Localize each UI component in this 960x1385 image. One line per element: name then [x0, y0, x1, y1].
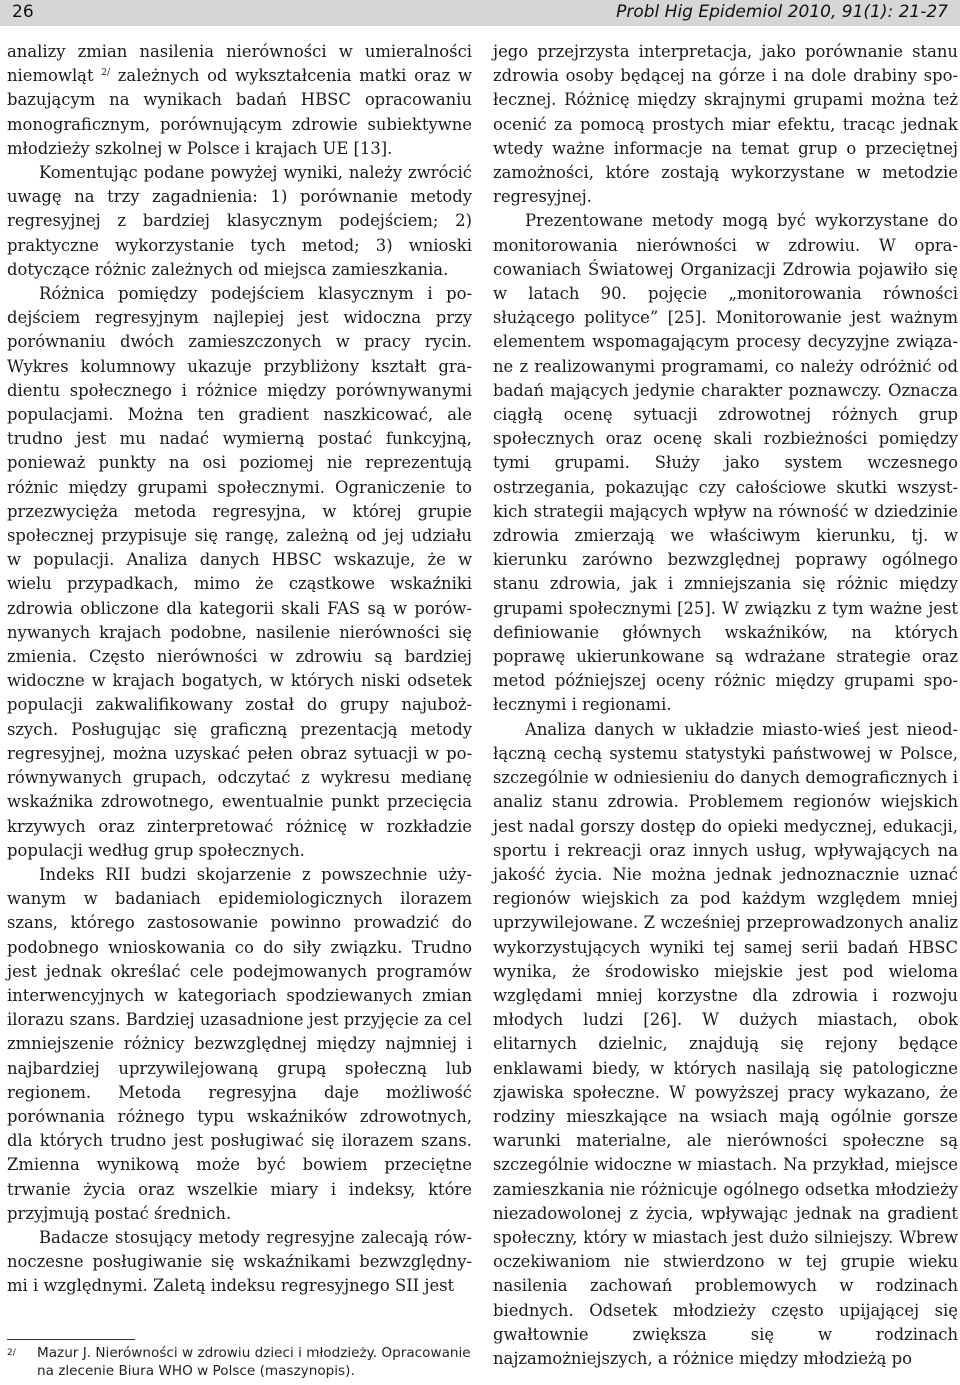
paragraph-text: zależnych od wykształcenia matki oraz w bazującym na wynikach badań HBSC opracowaniu monograficznym, porównującym zdrowie subiektywne młodzieży szkolnej w Polsce i krajach UE [13].: [7, 66, 472, 158]
paragraph: Indeks RII budzi skojarzenie z powszechnie używanym w badaniach epidemiologicznych ilorazem szans, którego zastosowanie powinno prowadzić do podobnego wnioskowania co do siły związku. Trudno jest jednak określać cele podejmowanych programów interwencyjnych w kategoriach spodziewanych zmian ilorazu szans. Bardziej uzasadnione jest przyjęcie za cel zmniejszenie różnicy bezwzględnej między najmniej i najbardziej uprzywilejowaną grupą społeczną lub regionem. Metoda regresyjna daje możliwość porównania różnego typu wskaźników zdrowotnych, dla których trudno jest posługiwać się ilorazem szans. Zmienna wynikową może być bowiem przeciętne trwanie życia oraz wszelkie miary i indeksy, które przyjmują postać średnich.: [7, 864, 472, 1223]
footnote-divider: [7, 1339, 135, 1340]
paragraph-continuation: [7, 40, 472, 161]
right-column: [493, 40, 958, 1371]
paragraph: Komentując podane powyżej wyniki, należy zwrócić uwagę na trzy zagadnienia: 1) porównanie metody regresyjnej z bardziej klasycznym podejściem; 2) praktyczne wykorzystanie tych metod; 3) wnioski dotyczące różnic zależnych od miejsca zamieszkania.: [7, 163, 472, 279]
footnote-marker: 2/: [7, 1348, 16, 1358]
footnote-text: Mazur J. Nierówności w zdrowiu dzieci i młodzieży. Opracowanie na zlecenie Biura WHO w Polsce (maszynopis).: [37, 1345, 471, 1379]
footnote-reference: 2/: [101, 68, 111, 79]
footnote: [7, 1344, 472, 1380]
paragraph-continuation: jego przejrzysta interpretacja, jako porównanie stanu zdrowia osoby będącej na górze i na dole drabiny społecznej. Różnicę między skrajnymi grupami można też ocenić za pomocą prostych miar efektu, tracąc jednak wtedy ważne informacje na temat grup o przeciętnej zamożności, które zostają wykorzystane w metodzie regresyjnej.: [493, 42, 958, 207]
paragraph: Prezentowane metody mogą być wykorzystane do monitorowania nierówności w zdrowiu. W opracowaniach Światowej Organizacji Zdrowia pojawiło się w latach 90. pojęcie „monitorowania równości służącego polityce” [25]. Monitorowanie jest ważnym elementem wspomagającym procesy decyzyjne związane z realizowanymi programami, co należy odróżnić od badań mających jedynie charakter poznawczy. Oznacza ciągłą ocenę sytuacji zdrowotnej różnych grup społecznych oraz ocenę skali rozbieżności pomiędzy tymi grupami. Służy jako system wczesnego ostrzegania, pokazując czy całościowe skutki wszystkich strategii mających wpływ na równość w dziedzinie zdrowia zmierzają we właściwym kierunku, tj. w kierunku zarówno bezwzględnej poprawy ogólnego stanu zdrowia, jak i zmniejszania się różnic między grupami społecznymi [25]. W związku z tym ważne jest definiowanie głównych wskaźników, na których poprawę ukierunkowane są wdrażane strategie oraz metod późniejszej oceny różnic między grupami społecznymi i regionami.: [493, 211, 958, 715]
paragraph: Badacze stosujący metody regresyjne zalecają równoczesne posługiwanie się wskaźnikami bezwzględnymi i względnymi. Zaletą indeksu regresyjnego SII jest: [7, 1227, 472, 1296]
left-column: [7, 40, 472, 1299]
running-header: [0, 0, 960, 26]
paragraph: Analiza danych w układzie miasto-wieś jest nieodłączną cechą systemu statystyki państwowej w Polsce, szczególnie w odniesieniu do danych demograficznych i analiz stanu zdrowia. Problemem regionów wiejskich jest nadal gorszy dostęp do opieki medycznej, edukacji, sportu i rekreacji oraz innych usług, wpływających na jakość życia. Nie można jednak jednoznacznie uznać regionów wiejskich za pod każdym względem mniej uprzywilejowane. Z wcześniej przeprowadzonych analiz wykorzystujących wyniki tej samej serii badań HBSC wynika, że środowisko miejskie jest pod wieloma względami mniej korzystne dla zdrowia i rozwoju młodych ludzi [26]. W dużych miastach, obok elitarnych dzielnic, znajdują się rejony będące enklawami biedy, w których nasilają się patologiczne zjawiska społeczne. W powyższej pracy wykazano, że rodziny mieszkające na wsiach mają ogólnie gorsze warunki materialne, ale nierówności społeczne są szczególnie widoczne w miastach. Na przykład, miejsce zamieszkania nie różnicuje ogólnego odsetka młodzieży niezadowolonej z życia, wpływając jednak na gradient społeczny, który w miastach jest dużo silniejszy. Wbrew oczekiwaniom nie stwierdzono w tej grupie wieku nasilenia zachowań problemowych w rodzinach biednych. Odsetek młodzieży często upijającej się gwałtownie zwiększa się w rodzinach najzamożniejszych, a różnice między młodzieżą po: [493, 719, 958, 1368]
journal-reference: Probl Hig Epidemiol 2010, 91(1): 21-27: [616, 2, 948, 22]
paragraph-text: analizy zmian nasilenia nierówności w umieralności niemowląt: [7, 42, 472, 86]
page-number: 26: [12, 2, 34, 22]
paragraph: Różnica pomiędzy podejściem klasycznym i podejściem regresyjnym najlepiej jest widoczna przy porównaniu dwóch zamieszczonych w pracy rycin. Wykres kolumnowy ukazuje przybliżony kształt gradientu społecznego i różnice między porównywanymi populacjami. Można ten gradient naszkicować, ale trudno jest mu nadać wymierną postać funkcyjną, ponieważ punkty na osi poziomej nie reprezentują różnic między grupami społecznymi. Ograniczenie to przezwycięża metoda regresyjna, w której grupie społecznej przypisuje się rangę, zależną od jej udziału w populacji. Analiza danych HBSC wskazuje, że w wielu przypadkach, mimo że cząstkowe wskaźniki zdrowia obliczone dla kategorii skali FAS są w porównywanych krajach podobne, nasilenie nierówności się zmienia. Często nierówności w zdrowiu są bardziej widoczne w krajach bogatych, w których niski odsetek populacji zakwalifikowany został do grupy najuboższych. Posługując się graficzną prezentacją metody regresyjnej, można uzyskać pełen obraz sytuacji w porównywanych grupach, odczytać z wykresu medianę wskaźnika zdrowotnego, ewentualnie punkt przecięcia krzywych oraz zinterpretować różnicę w rozkładzie populacji według grup społecznych.: [7, 284, 472, 860]
